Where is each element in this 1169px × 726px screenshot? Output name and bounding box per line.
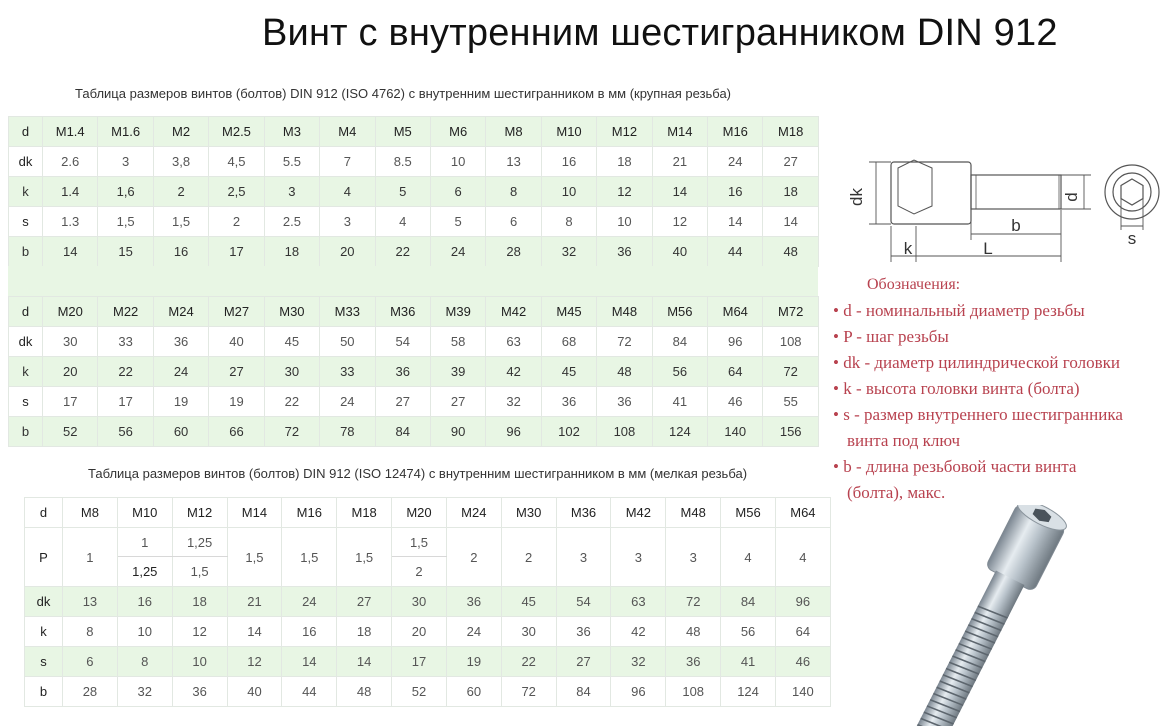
table-cell: 10: [117, 617, 172, 647]
table-cell: 33: [320, 357, 375, 387]
table-cell: 42: [611, 617, 666, 647]
label-d: d: [1062, 192, 1081, 202]
pitch-cell: 1,5: [227, 528, 282, 587]
table-cell: 21: [652, 147, 707, 177]
table-cell: 55: [763, 387, 818, 417]
table-cell: 41: [652, 387, 707, 417]
table-cell: 14: [708, 207, 763, 237]
table-cell: M4: [320, 117, 375, 147]
table-cell: M33: [320, 297, 375, 327]
legend-item-s: • s - размер внутреннего шестигранника: [833, 405, 1123, 424]
table-cell: M24: [153, 297, 208, 327]
pitch-cell: 1,5: [392, 528, 447, 557]
table-cell: 84: [652, 327, 707, 357]
table-cell: 64: [708, 357, 763, 387]
column-header: M48: [666, 498, 721, 528]
table-cell: 48: [337, 677, 392, 707]
table-cell: 72: [666, 587, 721, 617]
table-cell: 36: [375, 357, 430, 387]
table-cell: 8.5: [375, 147, 430, 177]
table-cell: M48: [597, 297, 652, 327]
table-cell: 24: [153, 357, 208, 387]
hex-socket-end-view: [1121, 179, 1143, 205]
table-cell: M18: [763, 117, 818, 147]
table-cell: 66: [209, 417, 264, 447]
column-header: M8: [63, 498, 118, 528]
table-cell: 12: [172, 617, 227, 647]
column-header: M36: [556, 498, 611, 528]
table-cell: 3: [98, 147, 153, 177]
table-cell: 45: [541, 357, 596, 387]
table-cell: 56: [652, 357, 707, 387]
table-cell: 36: [666, 647, 721, 677]
table-cell: 5: [430, 207, 485, 237]
table-cell: 63: [611, 587, 666, 617]
table-cell: 50: [320, 327, 375, 357]
table-cell: 14: [763, 207, 818, 237]
table-cell: 20: [43, 357, 98, 387]
table-cell: 24: [446, 617, 501, 647]
table-cell: 32: [541, 237, 596, 267]
table-cell: 8: [63, 617, 118, 647]
table-cell: 8: [541, 207, 596, 237]
pitch-cell: 1,5: [282, 528, 337, 587]
row-label: d: [9, 117, 43, 147]
table-cell: 18: [763, 177, 818, 207]
table-cell: 4: [320, 177, 375, 207]
column-header: M42: [611, 498, 666, 528]
table-cell: M20: [43, 297, 98, 327]
column-header: M20: [392, 498, 447, 528]
table-cell: 14: [227, 617, 282, 647]
table-cell: 17: [392, 647, 447, 677]
label-b: b: [1011, 216, 1021, 235]
table-cell: M72: [763, 297, 818, 327]
table-cell: 24: [430, 237, 485, 267]
label-k: k: [903, 239, 913, 258]
row-label: dk: [25, 587, 63, 617]
table-cell: 30: [43, 327, 98, 357]
table-cell: 5.5: [264, 147, 319, 177]
table-cell: 48: [666, 617, 721, 647]
coarse-thread-table-1: [8, 116, 819, 267]
table-cell: 10: [541, 177, 596, 207]
table-cell: 6: [430, 177, 485, 207]
table-cell: 64: [775, 617, 830, 647]
legend-item-d: • d - номинальный диаметр резьбы: [833, 301, 1085, 320]
table-row: [9, 237, 819, 267]
pitch-cell: 2: [446, 528, 501, 587]
table-cell: 41: [721, 647, 776, 677]
table-cell: 6: [486, 207, 541, 237]
table-cell: 58: [430, 327, 485, 357]
table3-caption: Таблица размеров винтов (болтов) DIN 912 (ISO 12474) с внутренним шестигранником в мм (мелкая резьба): [88, 466, 748, 481]
table-cell: 96: [611, 677, 666, 707]
table-cell: 6: [63, 647, 118, 677]
table-cell: 32: [611, 647, 666, 677]
table-cell: 63: [486, 327, 541, 357]
table-cell: 2,5: [209, 177, 264, 207]
page-title: Винт с внутренним шестигранником DIN 912: [262, 12, 1058, 54]
hex-socket-outline: [898, 160, 932, 214]
table-cell: 10: [430, 147, 485, 177]
table-cell: 14: [652, 177, 707, 207]
table-cell: 72: [763, 357, 818, 387]
row-label: dk: [9, 147, 43, 177]
table-cell: 2: [153, 177, 208, 207]
table-cell: 52: [392, 677, 447, 707]
table-cell: 48: [763, 237, 818, 267]
table-cell: 18: [172, 587, 227, 617]
column-header: M14: [227, 498, 282, 528]
table-cell: 40: [227, 677, 282, 707]
table-cell: 17: [43, 387, 98, 417]
column-header: M56: [721, 498, 776, 528]
table-cell: 140: [775, 677, 830, 707]
table-cell: 12: [227, 647, 282, 677]
table-cell: 30: [264, 357, 319, 387]
table-cell: 44: [282, 677, 337, 707]
table-cell: M2.5: [209, 117, 264, 147]
table-cell: 36: [597, 237, 652, 267]
column-header: M30: [501, 498, 556, 528]
column-header: M18: [337, 498, 392, 528]
table-cell: 45: [501, 587, 556, 617]
table-cell: M5: [375, 117, 430, 147]
table-cell: 16: [117, 587, 172, 617]
row-label: s: [25, 647, 63, 677]
table-row: [25, 677, 831, 707]
table-cell: 22: [264, 387, 319, 417]
table-cell: 36: [153, 327, 208, 357]
bolt-shank-outline: [971, 175, 1061, 209]
row-label: d: [9, 297, 43, 327]
label-dk: dk: [847, 188, 866, 206]
table-cell: 10: [172, 647, 227, 677]
table-cell: 14: [43, 237, 98, 267]
table-cell: M42: [486, 297, 541, 327]
pitch-cell: 1,5: [337, 528, 392, 587]
table-cell: M36: [375, 297, 430, 327]
table-cell: 3,8: [153, 147, 208, 177]
table-cell: 16: [153, 237, 208, 267]
legend: [833, 272, 1123, 506]
coarse-thread-table-2: [8, 296, 819, 447]
table-cell: 27: [209, 357, 264, 387]
row-label: d: [25, 498, 63, 528]
table-cell: 36: [541, 387, 596, 417]
table-cell: 18: [264, 237, 319, 267]
column-header: M24: [446, 498, 501, 528]
table-cell: 46: [708, 387, 763, 417]
table-cell: 54: [556, 587, 611, 617]
table-cell: 24: [708, 147, 763, 177]
legend-item-dk: • dk - диаметр цилиндрической головки: [833, 353, 1120, 372]
table-row: [9, 417, 819, 447]
table-gap-row: [8, 266, 818, 296]
table-cell: M14: [652, 117, 707, 147]
table-cell: 16: [541, 147, 596, 177]
table-row-pitch: [25, 528, 831, 557]
table-cell: 96: [775, 587, 830, 617]
table-cell: M45: [541, 297, 596, 327]
table-cell: 102: [541, 417, 596, 447]
table-cell: 52: [43, 417, 98, 447]
table-row: [9, 327, 819, 357]
legend-item-k: • k - высота головки винта (болта): [833, 379, 1080, 398]
table-cell: 16: [282, 617, 337, 647]
table-cell: 108: [597, 417, 652, 447]
table-cell: 18: [597, 147, 652, 177]
table-row: [25, 647, 831, 677]
row-label: k: [9, 177, 43, 207]
table-cell: M1.4: [43, 117, 98, 147]
table-cell: 54: [375, 327, 430, 357]
row-label: b: [9, 237, 43, 267]
table-cell: 22: [98, 357, 153, 387]
table-cell: 48: [597, 357, 652, 387]
table-cell: 20: [320, 237, 375, 267]
table-cell: 19: [446, 647, 501, 677]
table-cell: 24: [282, 587, 337, 617]
pitch-cell: 2: [501, 528, 556, 587]
label-L: L: [983, 239, 993, 258]
table-cell: 4: [375, 207, 430, 237]
table-cell: 18: [337, 617, 392, 647]
table-cell: 96: [486, 417, 541, 447]
table-cell: M39: [430, 297, 485, 327]
table-cell: M27: [209, 297, 264, 327]
pitch-cell: 1,5: [172, 557, 227, 587]
pitch-cell: 3: [666, 528, 721, 587]
column-header: M10: [117, 498, 172, 528]
table-cell: 90: [430, 417, 485, 447]
table-cell: 84: [556, 677, 611, 707]
table-cell: 108: [666, 677, 721, 707]
table-cell: 156: [763, 417, 818, 447]
table-cell: 27: [556, 647, 611, 677]
table-cell: 68: [541, 327, 596, 357]
table-cell: 13: [63, 587, 118, 617]
bolt-head-outline: [891, 162, 971, 224]
row-label: k: [9, 357, 43, 387]
pitch-cell: 1,25: [172, 528, 227, 557]
table-cell: 1.3: [43, 207, 98, 237]
table-cell: 30: [501, 617, 556, 647]
row-label: s: [9, 207, 43, 237]
pitch-cell: 3: [556, 528, 611, 587]
table-cell: 39: [430, 357, 485, 387]
table-row: [25, 617, 831, 647]
table-cell: 17: [98, 387, 153, 417]
table-cell: 24: [320, 387, 375, 417]
table-row: [9, 387, 819, 417]
table-cell: 3: [264, 177, 319, 207]
pitch-cell: 1: [63, 528, 118, 587]
table-cell: M2: [153, 117, 208, 147]
table-cell: 12: [652, 207, 707, 237]
table-row: [9, 357, 819, 387]
table-cell: 36: [597, 387, 652, 417]
legend-heading: Обозначения:: [867, 276, 961, 293]
table-cell: M1.6: [98, 117, 153, 147]
table-cell: M64: [708, 297, 763, 327]
table-cell: 36: [172, 677, 227, 707]
table-row: [9, 207, 819, 237]
table-cell: 4,5: [209, 147, 264, 177]
table-cell: 13: [486, 147, 541, 177]
table-cell: 8: [486, 177, 541, 207]
table-cell: 10: [597, 207, 652, 237]
table-cell: 40: [209, 327, 264, 357]
table-row: [9, 177, 819, 207]
table-cell: 8: [117, 647, 172, 677]
table-cell: 1,5: [98, 207, 153, 237]
table-cell: 140: [708, 417, 763, 447]
pitch-cell: 3: [611, 528, 666, 587]
table-cell: 84: [375, 417, 430, 447]
table-cell: 22: [501, 647, 556, 677]
table-cell: M3: [264, 117, 319, 147]
table-cell: 27: [337, 587, 392, 617]
table-cell: 36: [446, 587, 501, 617]
table-cell: 28: [63, 677, 118, 707]
table-cell: 72: [264, 417, 319, 447]
table-cell: 32: [486, 387, 541, 417]
table-cell: 44: [708, 237, 763, 267]
label-s: s: [1127, 229, 1137, 248]
table-cell: 3: [320, 207, 375, 237]
table-cell: M22: [98, 297, 153, 327]
table-cell: 27: [763, 147, 818, 177]
table-cell: 108: [763, 327, 818, 357]
table-cell: 1,5: [153, 207, 208, 237]
table-cell: 30: [392, 587, 447, 617]
table1-caption: Таблица размеров винтов (болтов) DIN 912 (ISO 4762) с внутренним шестигранником в мм (крупная резьба): [75, 86, 732, 101]
row-label: k: [25, 617, 63, 647]
legend-item-s-cont: винта под ключ: [847, 431, 961, 450]
pitch-cell: 4: [721, 528, 776, 587]
legend-item-b-cont: (болта), макс.: [847, 483, 946, 502]
table-cell: 84: [721, 587, 776, 617]
table-cell: 33: [98, 327, 153, 357]
table-cell: 22: [375, 237, 430, 267]
bolt-drawing: [836, 150, 1166, 272]
table-cell: M30: [264, 297, 319, 327]
table-cell: 15: [98, 237, 153, 267]
pitch-cell: 2: [392, 557, 447, 587]
table-cell: M6: [430, 117, 485, 147]
pitch-cell: 1: [117, 528, 172, 557]
table-cell: 72: [597, 327, 652, 357]
table-cell: 2: [209, 207, 264, 237]
row-label: P: [25, 528, 63, 587]
table-row: [9, 117, 819, 147]
column-header: M12: [172, 498, 227, 528]
table-cell: M16: [708, 117, 763, 147]
row-label: dk: [9, 327, 43, 357]
legend-item-p: • P - шаг резьбы: [833, 327, 949, 346]
column-header: M64: [775, 498, 830, 528]
pitch-cell: 4: [775, 528, 830, 587]
table-cell: 72: [501, 677, 556, 707]
table-row: [9, 297, 819, 327]
table-cell: 46: [775, 647, 830, 677]
pitch-cell: 1,25: [117, 557, 172, 587]
table-cell: 28: [486, 237, 541, 267]
table-cell: 56: [721, 617, 776, 647]
table-cell: 7: [320, 147, 375, 177]
table-cell: 1,6: [98, 177, 153, 207]
table-cell: M10: [541, 117, 596, 147]
table-row: [25, 587, 831, 617]
table-cell: 14: [282, 647, 337, 677]
table-cell: 40: [652, 237, 707, 267]
table-row: [9, 147, 819, 177]
table-cell: 60: [446, 677, 501, 707]
table-cell: 2.5: [264, 207, 319, 237]
bolt-photo: [860, 505, 1090, 726]
table-cell: M56: [652, 297, 707, 327]
fine-thread-table: [24, 497, 831, 707]
row-label: b: [25, 677, 63, 707]
table-cell: 1.4: [43, 177, 98, 207]
table-cell: 42: [486, 357, 541, 387]
table-cell: 60: [153, 417, 208, 447]
table-cell: 21: [227, 587, 282, 617]
row-label: s: [9, 387, 43, 417]
table-cell: 124: [652, 417, 707, 447]
table-cell: M12: [597, 117, 652, 147]
table-cell: 45: [264, 327, 319, 357]
table-cell: 56: [98, 417, 153, 447]
table-cell: 16: [708, 177, 763, 207]
table-cell: 32: [117, 677, 172, 707]
table-cell: 19: [209, 387, 264, 417]
table-cell: 96: [708, 327, 763, 357]
table-cell: 27: [375, 387, 430, 417]
table-cell: 17: [209, 237, 264, 267]
table-cell: 5: [375, 177, 430, 207]
table-cell: 2.6: [43, 147, 98, 177]
table-cell: 124: [721, 677, 776, 707]
table-cell: 14: [337, 647, 392, 677]
row-label: b: [9, 417, 43, 447]
table-cell: 27: [430, 387, 485, 417]
table-cell: 78: [320, 417, 375, 447]
table-cell: 12: [597, 177, 652, 207]
legend-item-b: • b - длина резьбовой части винта: [833, 457, 1077, 476]
table-cell: 20: [392, 617, 447, 647]
table-cell: M8: [486, 117, 541, 147]
column-header: M16: [282, 498, 337, 528]
table-cell: 19: [153, 387, 208, 417]
table-header-row: [25, 498, 831, 528]
table-cell: 36: [556, 617, 611, 647]
